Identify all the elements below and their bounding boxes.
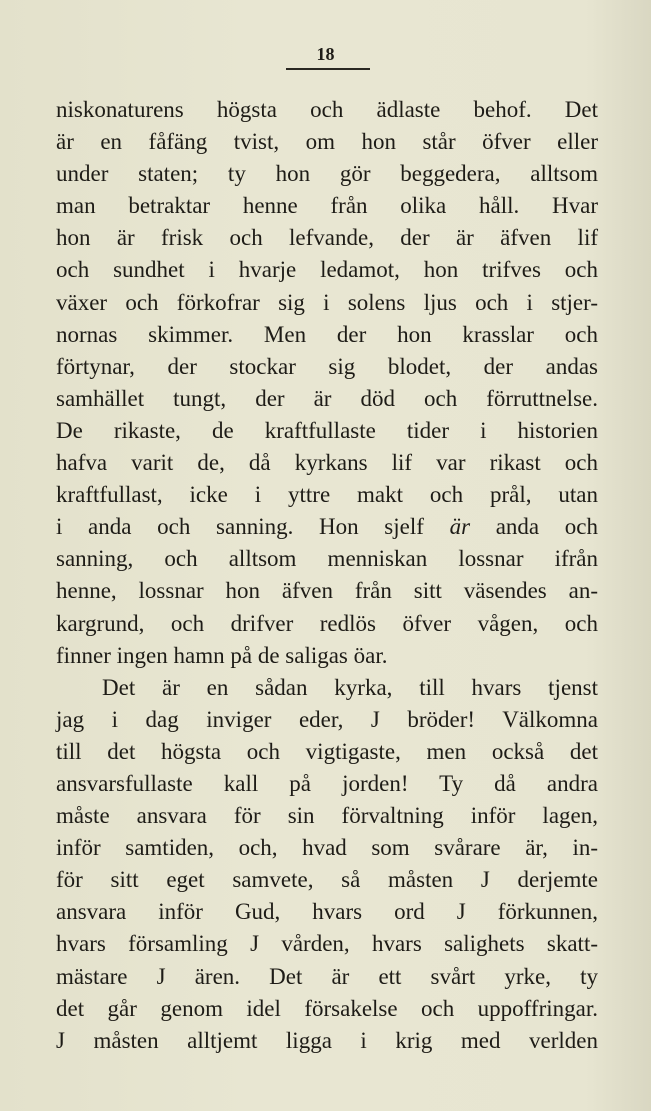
text-line: J måsten alltjemt ligga i krig med verlden xyxy=(56,1027,598,1053)
body-text xyxy=(56,94,598,1057)
text-line: jag i dag inviger eder, J bröder! Välkomna xyxy=(56,706,598,732)
text-line: det går genom idel försakelse och uppoffringar. xyxy=(56,995,598,1021)
text-line: man betraktar henne från olika håll. Hvar xyxy=(56,193,598,219)
text-line: ansvara inför Gud, hvars ord J förkunnen, xyxy=(56,899,598,925)
text-line: är en fåfäng tvist, om hon står öfver eller xyxy=(56,129,598,155)
text-line-with-emphasis xyxy=(56,511,598,543)
text-line: samhället tungt, der är död och förruttnelse. xyxy=(56,385,598,411)
text-line: henne, lossnar hon äfven från sitt väsendes an- xyxy=(56,578,598,604)
text-line: hvars församling J vården, hvars salighets skatt- xyxy=(56,931,598,957)
text-line: mästare J ären. Det är ett svårt yrke, ty xyxy=(56,963,598,989)
text-line: förtynar, der stockar sig blodet, der andas xyxy=(56,353,598,379)
text-line: niskonaturens högsta och ädlaste behof. Det xyxy=(56,97,598,122)
text-segment: i anda och sanning. Hon sjelf xyxy=(56,514,450,540)
text-line: för sitt eget samvete, så måsten J derjemte xyxy=(56,867,598,893)
paragraph-start-line: Det är en sådan kyrka, till hvars tjenst xyxy=(102,674,598,700)
text-line: måste ansvara för sin förvaltning inför lagen, xyxy=(56,803,598,829)
text-line: nornas skimmer. Men der hon krasslar och xyxy=(56,321,598,347)
text-line: kargrund, och drifver redlös öfver vågen, och xyxy=(56,610,598,636)
text-line: De rikaste, de kraftfullaste tider i historien xyxy=(56,417,598,443)
paragraph-end-line: finner ingen hamn på de saligas öar. xyxy=(56,642,388,668)
text-segment: anda och xyxy=(470,514,598,540)
text-line: och sundhet i hvarje ledamot, hon trifves och xyxy=(56,257,598,283)
header-rule xyxy=(286,68,370,70)
text-line: till det högsta och vigtigaste, men också det xyxy=(56,738,598,764)
text-line: inför samtiden, och, hvad som svårare är, in- xyxy=(56,835,598,861)
text-line: sanning, och alltsom menniskan lossnar ifrån xyxy=(56,546,598,572)
text-line: under staten; ty hon gör beggedera, alltsom xyxy=(56,161,598,187)
text-line: ansvarsfullaste kall på jorden! Ty då andra xyxy=(56,770,598,796)
text-line: hafva varit de, då kyrkans lif var rikast och xyxy=(56,450,598,476)
text-line: växer och förkofrar sig i solens ljus och i stjer- xyxy=(56,289,598,315)
page-number: 18 xyxy=(316,44,335,64)
text-line: kraftfullast, icke i yttre makt och prål, utan xyxy=(56,482,598,508)
text-line: hon är frisk och lefvande, der är äfven lif xyxy=(56,225,598,251)
emphasized-word: är xyxy=(449,514,471,540)
